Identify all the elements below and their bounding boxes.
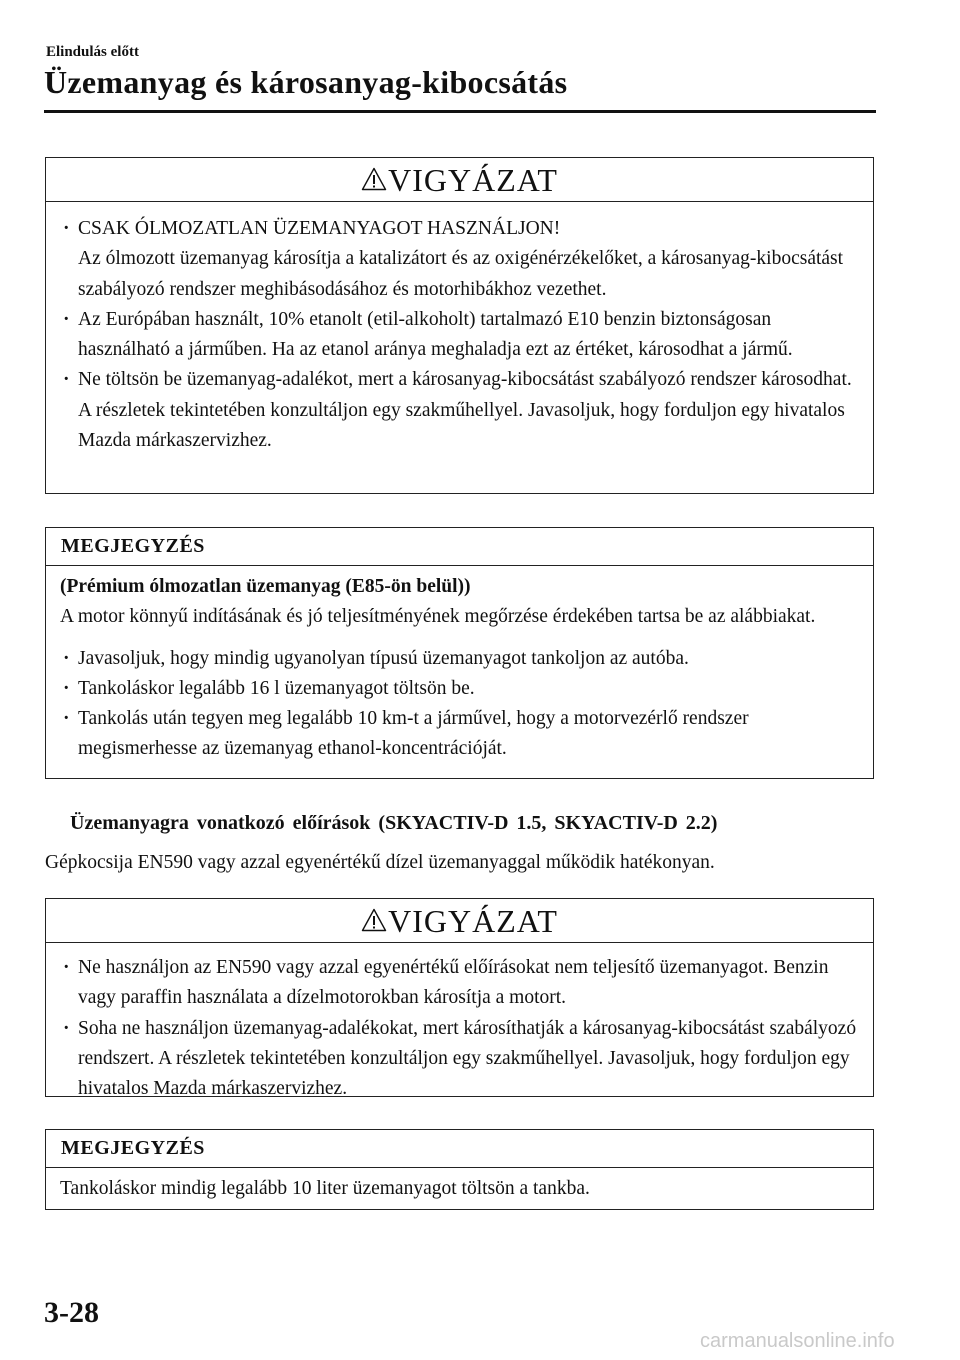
list-item: · Ne töltsön be üzemanyag-adalékot, mert a károsanyag-kibocsátást szabályozó rendszer károsodhat. A részletek tekintetében konzultáljon egy szakműhellyel. Javasoljuk, hogy forduljon egy hivatalos Mazda márkaszervizhez. xyxy=(46,365,857,456)
watermark: carmanualsonline.info xyxy=(700,1330,895,1352)
list-item xyxy=(46,214,857,305)
note-subheading: (Prémium ólmozatlan üzemanyag (E85-ön belül)) xyxy=(60,576,471,597)
section-label: Elindulás előtt xyxy=(46,44,139,60)
list-item: · Soha ne használjon üzemanyag-adalékokat, mert károsíthatják a károsanyag-kibocsátást szabályozó rendszert. A részletek tekintetében konzultáljon egy szakműhellyel. Javasoljuk, hogy forduljon egy hivatalos Mazda márkaszervizhez. xyxy=(46,1014,863,1105)
warning-header xyxy=(46,899,873,943)
warning-box xyxy=(45,898,874,1100)
page-number: 3-28 xyxy=(44,1296,99,1329)
warning-list xyxy=(46,953,863,1104)
note-box xyxy=(45,527,874,779)
note-title: MEGJEGYZÉS xyxy=(61,1137,205,1159)
note-text: Tankoláskor mindig legalább 10 liter üzemanyagot töltsön a tankba. xyxy=(60,1178,590,1199)
list-item: · Tankolás után tegyen meg legalább 10 km-t a járművel, hogy a motorvezérlő rendszer megismerhesse az üzemanyag ethanol-koncentrációját. xyxy=(46,704,857,765)
note-title: MEGJEGYZÉS xyxy=(61,535,205,557)
warning-title: VIGYÁZAT xyxy=(388,161,558,198)
page-title: Üzemanyag és károsanyag-kibocsátás xyxy=(44,64,568,100)
warning-item-1: CSAK ÓLMOZATLAN ÜZEMANYAGOT HASZNÁLJON! Az ólmozott üzemanyag károsítja a katalizátort és az oxigénérzékelőket, a károsanyag-kibocsátást szabályozó rendszer meghibásodásához és motorhibákhoz vezethet. xyxy=(78,218,844,300)
warning-triangle-icon xyxy=(361,167,387,191)
note-text: A motor könnyű indításának és jó teljesítményének megőrzése érdekében tartsa be az alábbiakat. xyxy=(60,606,816,628)
section-heading: Üzemanyagra vonatkozó előírások (SKYACTIV-D 1.5, SKYACTIV-D 2.2) xyxy=(70,812,718,834)
list-item: · Az Európában használt, 10% etanolt (etil-alkoholt) tartalmazó E10 benzin biztonságosan használható a járműben. Ha az etanol aránya meghaladja ezt az értéket, károsodhat a jármű. xyxy=(46,305,857,366)
note-header xyxy=(46,528,873,566)
warning-box xyxy=(45,157,874,494)
warning-list xyxy=(46,214,857,456)
warning-header xyxy=(46,158,873,202)
note-list xyxy=(46,644,857,765)
list-item: · Ne használjon az EN590 vagy azzal egyenértékű előírásokat nem teljesítő üzemanyagot. Benzin vagy paraffin használata a dízelmotorokban károsítja a motort. xyxy=(46,953,863,1014)
warning-title: VIGYÁZAT xyxy=(388,902,558,939)
note-box xyxy=(45,1129,874,1210)
body-paragraph: Gépkocsija EN590 vagy azzal egyenértékű dízel üzemanyaggal működik hatékonyan. xyxy=(45,852,715,873)
list-item: · Tankoláskor legalább 16 l üzemanyagot töltsön be. xyxy=(46,674,857,704)
title-rule xyxy=(44,110,876,113)
warning-triangle-icon xyxy=(361,908,387,932)
list-item: · Javasoljuk, hogy mindig ugyanolyan típusú üzemanyagot tankoljon az autóba. xyxy=(46,644,857,674)
note-header xyxy=(46,1130,873,1168)
